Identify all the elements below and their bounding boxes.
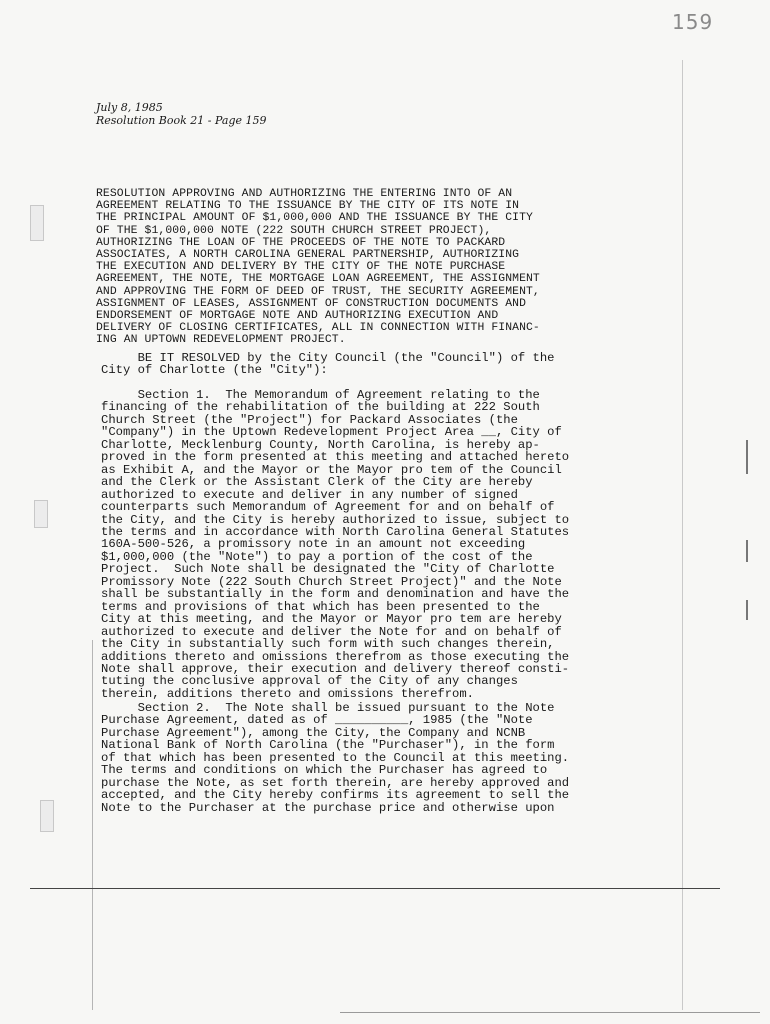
scan-tick bbox=[746, 600, 748, 620]
section-1-line: Charlotte, Mecklenburg County, North Carolina, is hereby ap- bbox=[101, 437, 540, 452]
resolved-line: BE IT RESOLVED by the City Council (the "Council") of the bbox=[101, 351, 555, 365]
header-reference: Resolution Book 21 - Page 159 bbox=[96, 114, 267, 127]
scan-mark bbox=[34, 500, 48, 528]
title-line: AGREEMENT, THE NOTE, THE MORTGAGE LOAN AGREEMENT, THE ASSIGNMENT bbox=[96, 273, 540, 286]
resolved-line: City of Charlotte (the "City"): bbox=[101, 363, 328, 378]
section-1-line: additions thereto and omissions therefrom as those executing the bbox=[101, 649, 570, 664]
resolved-paragraph bbox=[101, 352, 671, 377]
section-2-line: Note to the Purchaser at the purchase price and otherwise upon bbox=[101, 800, 555, 815]
header-date: July 8, 1985 bbox=[96, 101, 163, 114]
section-1-line: proved in the form presented at this meeting and attached hereto bbox=[101, 450, 570, 465]
title-line: ING AN UPTOWN REDEVELOPMENT PROJECT. bbox=[96, 334, 346, 347]
section-2-line: The terms and conditions on which the Purchaser has agreed to bbox=[101, 763, 548, 778]
section-1-line: Project. Such Note shall be designated the "City of Charlotte bbox=[101, 562, 555, 577]
scan-mark bbox=[30, 205, 44, 241]
title-line: DELIVERY OF CLOSING CERTIFICATES, ALL IN CONNECTION WITH FINANC- bbox=[96, 322, 540, 335]
title-line: AUTHORIZING THE LOAN OF THE PROCEEDS OF THE NOTE TO PACKARD bbox=[96, 236, 506, 249]
section-2-line: of that which has been presented to the Council at this meeting. bbox=[101, 750, 570, 765]
scan-mark bbox=[40, 800, 54, 832]
section-1-line: Church Street (the "Project") for Packard Associates (the bbox=[101, 412, 518, 427]
section-1-line: financing of the rehabilitation of the building at 222 South bbox=[101, 400, 540, 415]
section-1-line: Promissory Note (222 South Church Street Project)" and the Note bbox=[101, 574, 562, 589]
section-1-line: Note shall approve, their execution and delivery thereof consti- bbox=[101, 661, 570, 676]
section-2-line: Purchase Agreement"), among the City, the Company and NCNB bbox=[101, 725, 526, 740]
section-2-line: purchase the Note, as set forth therein, are hereby approved and bbox=[101, 775, 570, 790]
section-1-line: authorized to execute and deliver in any number of signed bbox=[101, 487, 518, 502]
section-1-line: and the Clerk or the Assistant Clerk of the City are hereby bbox=[101, 475, 533, 490]
scan-tick bbox=[746, 440, 748, 474]
title-line: ENDORSEMENT OF MORTGAGE NOTE AND AUTHORIZING EXECUTION AND bbox=[96, 310, 499, 323]
title-line: RESOLUTION APPROVING AND AUTHORIZING THE ENTERING INTO OF AN bbox=[96, 188, 513, 200]
scan-edge-right bbox=[682, 60, 683, 1010]
section-1-line: Section 1. The Memorandum of Agreement relating to the bbox=[101, 388, 540, 402]
section-1-line: the City in substantially such form with such changes therein, bbox=[101, 637, 555, 652]
title-line: THE EXECUTION AND DELIVERY BY THE CITY OF THE NOTE PURCHASE bbox=[96, 261, 506, 274]
section-2-line: Section 2. The Note shall be issued pursuant to the Note bbox=[101, 701, 555, 715]
scan-tick bbox=[746, 540, 748, 562]
section-1-line: the City, and the City is hereby authorized to issue, subject to bbox=[101, 512, 570, 527]
page-number: 159 bbox=[672, 10, 714, 34]
section-1-paragraph bbox=[101, 389, 671, 700]
section-1-line: $1,000,000 (the "Note") to pay a portion of the cost of the bbox=[101, 549, 533, 564]
section-1-line: terms and provisions of that which has been presented to the bbox=[101, 599, 540, 614]
section-1-line: counterparts such Memorandum of Agreement for and on behalf of bbox=[101, 500, 555, 515]
section-1-line: City at this meeting, and the Mayor or Mayor pro tem are hereby bbox=[101, 612, 562, 627]
scan-edge-left bbox=[92, 640, 93, 1010]
section-2-line: Purchase Agreement, dated as of __________, 1985 (the "Note bbox=[101, 713, 533, 728]
resolution-title bbox=[96, 188, 666, 347]
section-1-line: "Company") in the Uptown Redevelopment Project Area __, City of bbox=[101, 425, 562, 440]
title-line: THE PRINCIPAL AMOUNT OF $1,000,000 AND THE ISSUANCE BY THE CITY bbox=[96, 212, 533, 225]
title-line: OF THE $1,000,000 NOTE (222 SOUTH CHURCH STREET PROJECT), bbox=[96, 224, 492, 237]
bottom-rule-secondary bbox=[340, 1012, 760, 1013]
section-1-line: shall be substantially in the form and denomination and have the bbox=[101, 587, 570, 602]
section-2-line: accepted, and the City hereby confirms its agreement to sell the bbox=[101, 788, 570, 803]
document-header bbox=[96, 101, 267, 127]
section-2-line: National Bank of North Carolina (the "Purchaser"), in the form bbox=[101, 738, 555, 753]
title-line: AND APPROVING THE FORM OF DEED OF TRUST, THE SECURITY AGREEMENT, bbox=[96, 285, 540, 298]
section-2-paragraph bbox=[101, 702, 671, 814]
section-1-line: therein, additions thereto and omissions therefrom. bbox=[101, 686, 474, 701]
title-line: AGREEMENT RELATING TO THE ISSUANCE BY THE CITY OF ITS NOTE IN bbox=[96, 200, 520, 213]
section-1-line: the terms and in accordance with North Carolina General Statutes bbox=[101, 524, 570, 539]
section-1-line: 160A-500-526, a promissory note in an amount not exceeding bbox=[101, 537, 526, 552]
section-1-line: authorized to execute and deliver the Note for and on behalf of bbox=[101, 624, 562, 639]
section-1-line: tuting the conclusive approval of the City of any changes bbox=[101, 674, 518, 689]
title-line: ASSIGNMENT OF LEASES, ASSIGNMENT OF CONSTRUCTION DOCUMENTS AND bbox=[96, 297, 527, 310]
title-line: ASSOCIATES, A NORTH CAROLINA GENERAL PARTNERSHIP, AUTHORIZING bbox=[96, 249, 520, 262]
bottom-rule bbox=[30, 888, 720, 889]
section-1-line: as Exhibit A, and the Mayor or the Mayor pro tem of the Council bbox=[101, 462, 562, 477]
